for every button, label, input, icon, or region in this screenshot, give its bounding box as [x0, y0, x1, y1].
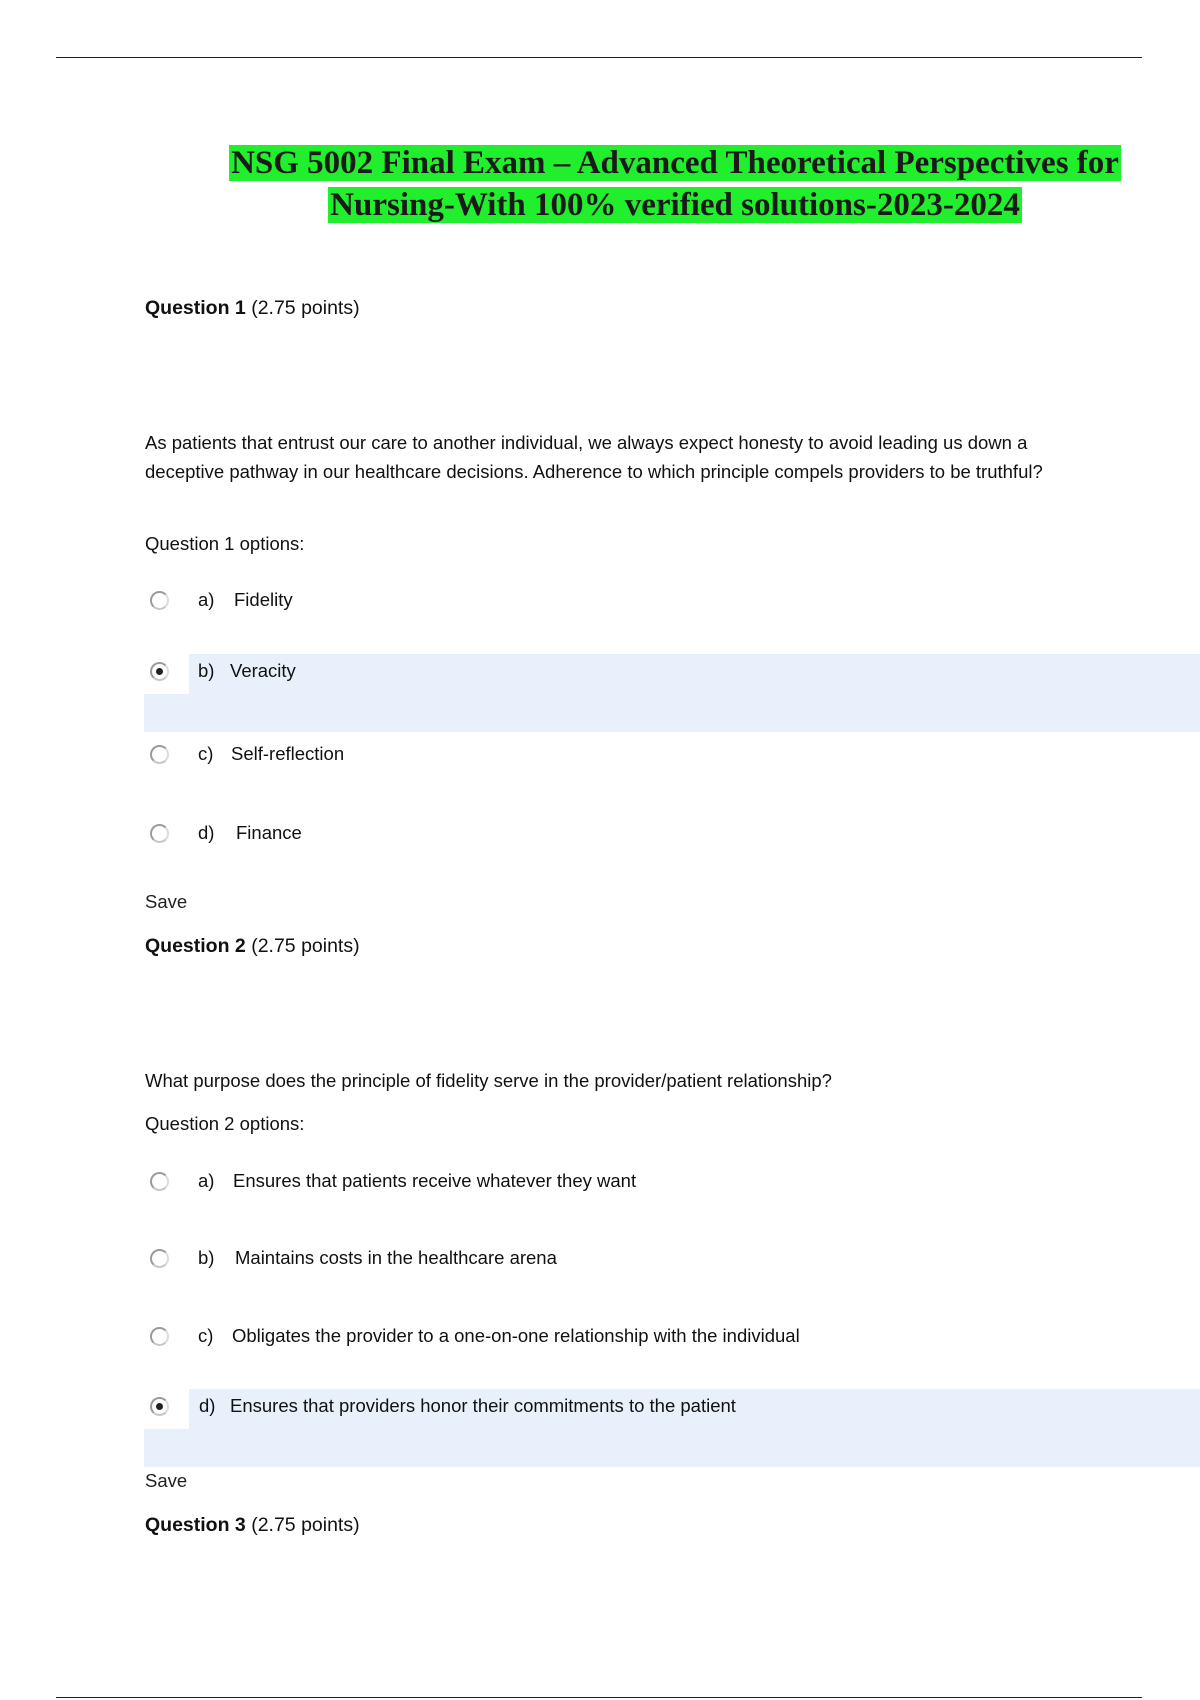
option-letter: d) [198, 822, 215, 843]
question-3-header [145, 1514, 360, 1537]
option-letter: c) [198, 743, 214, 764]
question-1-points: (2.75 points) [251, 297, 360, 319]
radio-button[interactable] [150, 1172, 169, 1191]
radio-dot [156, 668, 163, 675]
question-2-header [145, 935, 360, 958]
radio-button-selected[interactable] [150, 1397, 169, 1416]
option-label: Maintains costs in the healthcare arena [235, 1247, 557, 1268]
question-2-option-d[interactable] [144, 1389, 1200, 1467]
title-line-1: NSG 5002 Final Exam – Advanced Theoretical Perspectives for [231, 145, 1119, 181]
question-1-option-c[interactable] [144, 737, 1200, 777]
question-2-option-c[interactable] [144, 1319, 1200, 1359]
top-rule [56, 57, 1142, 58]
option-label: Ensures that providers honor their commitments to the patient [230, 1395, 736, 1416]
option-label: Self-reflection [231, 743, 345, 764]
bottom-rule [56, 1697, 1142, 1698]
radio-cell [144, 1389, 189, 1429]
question-1-number: Question 1 [145, 297, 246, 319]
option-label: Veracity [230, 660, 296, 681]
radio-button[interactable] [150, 1249, 169, 1268]
option-label: Finance [236, 822, 302, 843]
question-2-option-b[interactable] [144, 1241, 1200, 1281]
question-2-option-a[interactable] [144, 1164, 1200, 1204]
question-1-option-a[interactable] [144, 583, 1200, 623]
question-3-number: Question 3 [145, 1514, 246, 1536]
question-1-header [145, 297, 360, 320]
question-1-options-label: Question 1 options: [145, 533, 305, 554]
title-line-2: Nursing-With 100% verified solutions-2023-2024 [330, 187, 1020, 223]
radio-button[interactable] [150, 591, 169, 610]
radio-button[interactable] [150, 824, 169, 843]
option-label: Obligates the provider to a one-on-one relationship with the individual [232, 1325, 800, 1346]
question-1-option-b[interactable] [144, 654, 1200, 732]
option-label: Ensures that patients receive whatever they want [233, 1170, 637, 1191]
radio-cell [144, 654, 189, 694]
question-2-options-label: Question 2 options: [145, 1113, 305, 1134]
option-letter: a) [198, 1170, 215, 1191]
question-2-points: (2.75 points) [251, 935, 360, 957]
question-2-number: Question 2 [145, 935, 246, 957]
radio-button-selected[interactable] [150, 662, 169, 681]
option-letter: b) [198, 1247, 215, 1268]
question-3-points: (2.75 points) [251, 1514, 360, 1536]
question-2-text: What purpose does the principle of fidelity serve in the provider/patient relationship? [145, 1070, 832, 1091]
option-letter: a) [198, 589, 215, 610]
document-title [150, 142, 1200, 226]
option-letter: d) [199, 1395, 216, 1416]
question-1-text: As patients that entrust our care to another individual, we always expect honesty to avoid leading us down a deceptive pathway in our healthcare decisions. Adherence to which principle compels providers to be truthful? [145, 432, 1043, 482]
radio-button[interactable] [150, 745, 169, 764]
radio-dot [156, 1403, 163, 1410]
option-letter: c) [198, 1325, 214, 1346]
radio-button[interactable] [150, 1327, 169, 1346]
question-2-save-link[interactable]: Save [145, 1470, 188, 1491]
option-label: Fidelity [234, 589, 293, 610]
option-letter: b) [198, 660, 215, 681]
question-1-option-d[interactable] [144, 816, 1200, 856]
question-1-save-link[interactable]: Save [145, 891, 188, 912]
